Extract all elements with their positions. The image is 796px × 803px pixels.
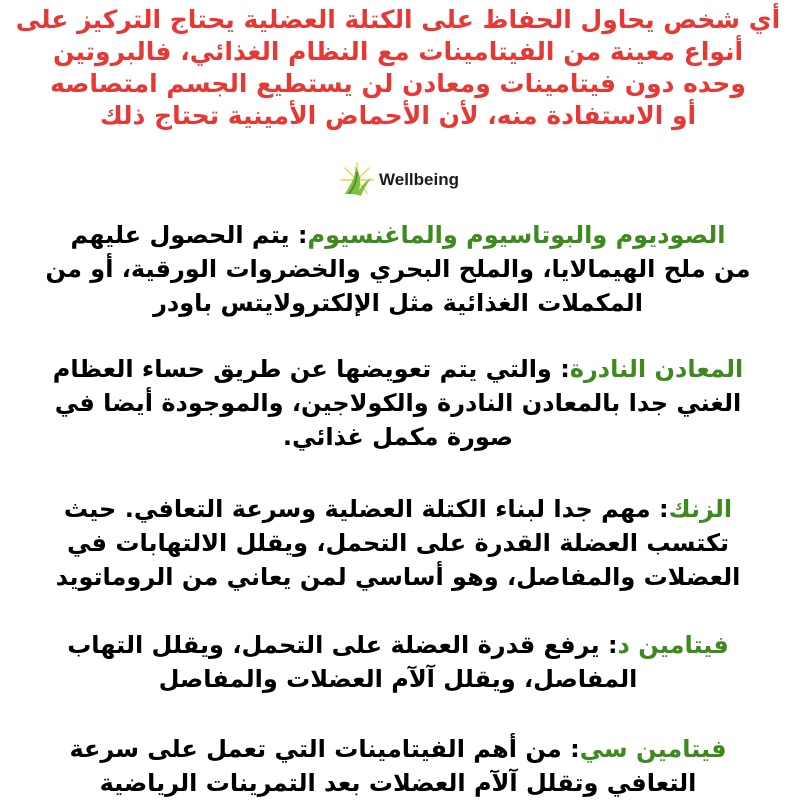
paragraph-line: صورة مكمل غذائي. (282, 423, 514, 451)
paragraph-line: يرفع قدرة العضلة على التحمل، ويقلل التهاب (67, 631, 600, 659)
wellbeing-logo (0, 158, 796, 202)
paragraph-line: يتم الحصول عليهم (70, 221, 290, 249)
term-separator: : (551, 355, 570, 383)
zinc-paragraph (16, 492, 780, 594)
paragraph-line: من أهم الفيتامينات التي تعمل على سرعة (69, 735, 562, 763)
paragraph-line: الغني جدا بالمعادن النادرة والكولاجين، والموجودة أيضا في (54, 389, 742, 417)
paragraph-line: من ملح الهيمالايا، والملح البحري والخضروات الورقية، أو من (45, 255, 751, 283)
term-separator: : (650, 495, 669, 523)
paragraph-term: فيتامين سي (579, 735, 727, 763)
intro-paragraph (14, 4, 782, 132)
term-separator: : (599, 631, 618, 659)
paragraph-line: المكملات الغذائية مثل الإلكترولايتس باودر (153, 289, 643, 317)
wellbeing-leaf-icon (337, 160, 377, 200)
paragraph-line: والتي يتم تعويضها عن طريق حساء العظام (52, 355, 552, 383)
term-separator: : (561, 735, 580, 763)
intro-line: أو الاستفادة منه، لأن الأحماض الأمينية تحتاج ذلك (99, 101, 697, 130)
trace-minerals-paragraph (16, 352, 780, 454)
intro-line: وحده دون فيتامينات ومعادن لن يستطيع الجسم امتصاصه (50, 69, 746, 98)
paragraph-line: تكتسب العضلة القدرة على التحمل، ويقلل الالتهابات في (67, 529, 729, 557)
paragraph-line: التعافي وتقلل آلآم العضلات بعد التمرينات الرياضية (99, 769, 697, 797)
paragraph-term: المعادن النادرة (569, 355, 744, 383)
paragraph-line: المفاصل، ويقلل آلآم العضلات والمفاصل (158, 665, 638, 693)
intro-line: أنواع معينة من الفيتامينات مع النظام الغذائي، فالبروتين (52, 37, 744, 66)
paragraph-line: مهم جدا لبناء الكتلة العضلية وسرعة التعافي. حيث (63, 495, 651, 523)
sodium-potassium-magnesium-paragraph (16, 218, 780, 320)
logo-text: Wellbeing (379, 170, 459, 189)
paragraph-term: فيتامين د (617, 631, 729, 659)
paragraph-term: الصوديوم والبوتاسيوم والماغنسيوم (307, 221, 726, 249)
intro-line: أي شخص يحاول الحفاظ على الكتلة العضلية يحتاج التركيز على (15, 5, 781, 34)
vitamin-d-paragraph (16, 628, 780, 696)
paragraph-term: الزنك (668, 495, 733, 523)
vitamin-c-paragraph (16, 732, 780, 800)
paragraph-line: العضلات والمفاصل، وهو أساسي لمن يعاني من الروماتويد (55, 563, 741, 591)
term-separator: : (289, 221, 308, 249)
